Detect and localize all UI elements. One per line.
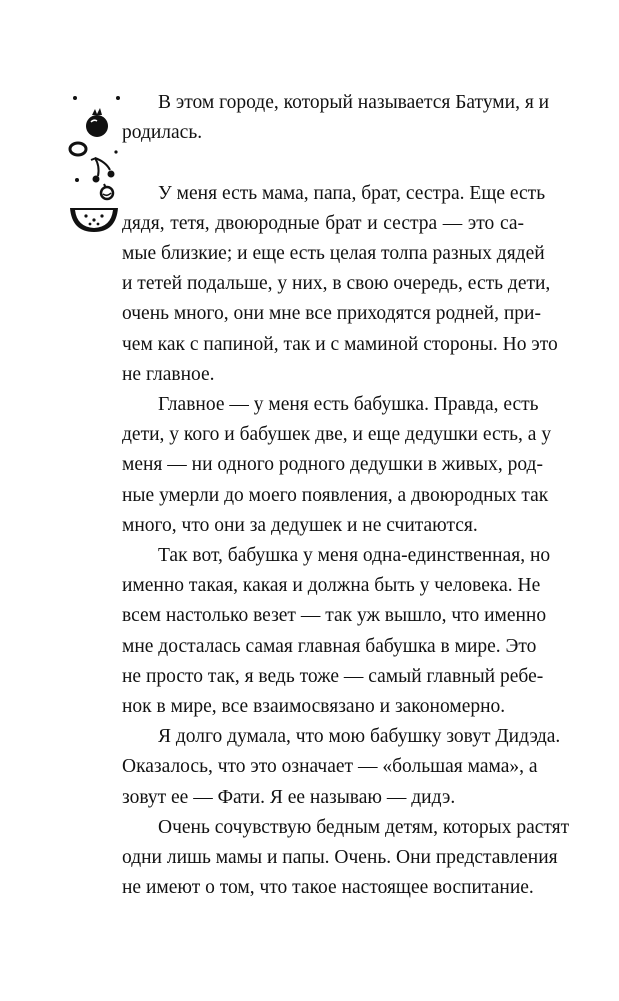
text-line: очень много, они мне все приходятся родней, при-: [122, 303, 541, 325]
cherries-icon: [91, 158, 115, 183]
text-line: именно такая, какая и должна быть у человека. Не: [122, 575, 541, 597]
paragraph: [122, 541, 551, 722]
text-line: В этом городе, который называется Батуми, я и: [158, 92, 550, 113]
text-line: мне досталась самая главная бабушка в мире. Это: [122, 635, 537, 657]
text-line: и тетей подальше, у них, в свою очередь, есть дети,: [122, 273, 551, 295]
text-line: Так вот, бабушка у меня одна-единственная, но: [158, 545, 551, 567]
body-text: [122, 88, 570, 903]
ornament-dot: [116, 96, 120, 100]
paragraph: [122, 722, 561, 813]
ornament-dot: [73, 96, 77, 100]
text-line: нок в мире, все взаимосвязано и закономерно.: [122, 696, 506, 718]
fruit-doodles-icon: [60, 86, 130, 236]
text-line: Я долго думала, что мою бабушку зовут Дидэда.: [158, 726, 561, 748]
text-line: мые близкие; и еще есть целая толпа разных дядей: [122, 243, 545, 264]
citrus-slice-icon: [70, 143, 86, 155]
text-line: родилась.: [122, 122, 203, 144]
text-line: меня — ни одного родного дедушки в живых, род-: [122, 454, 543, 476]
text-line: много, что они за дедушек и не считаются.: [122, 514, 478, 536]
text-line: всем настолько везет — так уж вышло, что именно: [122, 605, 547, 627]
text-line: зовут ее — Фати. Я ее называю — дидэ.: [122, 786, 456, 808]
text-line: У меня есть мама, папа, брат, сестра. Еще есть: [158, 182, 546, 204]
small-fruit-icon: [101, 184, 113, 199]
paragraph-gap: [122, 148, 524, 178]
text-line: Оказалось, что это означает — «большая мама», а: [122, 756, 538, 778]
paragraph: [122, 179, 558, 390]
text-line: не просто так, я ведь тоже — самый главный ребе-: [122, 665, 544, 687]
text-line: чем как с папиной, так и с маминой стороны. Но это: [122, 333, 558, 355]
text-line: ные умерли до моего появления, а двоюродных так: [122, 484, 549, 506]
watermelon-slice-icon: [70, 208, 118, 232]
ornament-dot: [114, 150, 117, 153]
text-line: Очень сочувствую бедным детям, которых растят: [158, 816, 570, 838]
paragraph: [122, 813, 570, 904]
pomegranate-icon: [86, 108, 108, 137]
paragraph: [122, 88, 550, 148]
text-line: не имеют о том, что такое настоящее воспитание.: [122, 877, 534, 899]
text-line: одни лишь мамы и папы. Очень. Они представления: [122, 847, 558, 869]
text-line: дядя, тетя, двоюродные брат и сестра — это са-: [122, 212, 524, 234]
ornament-dot: [75, 178, 79, 182]
paragraph: [122, 390, 552, 541]
text-line: Главное — у меня есть бабушка. Правда, есть: [158, 394, 539, 416]
text-line: дети, у кого и бабушек две, и еще дедушки есть, а у: [122, 424, 552, 446]
text-line: не главное.: [122, 363, 215, 385]
